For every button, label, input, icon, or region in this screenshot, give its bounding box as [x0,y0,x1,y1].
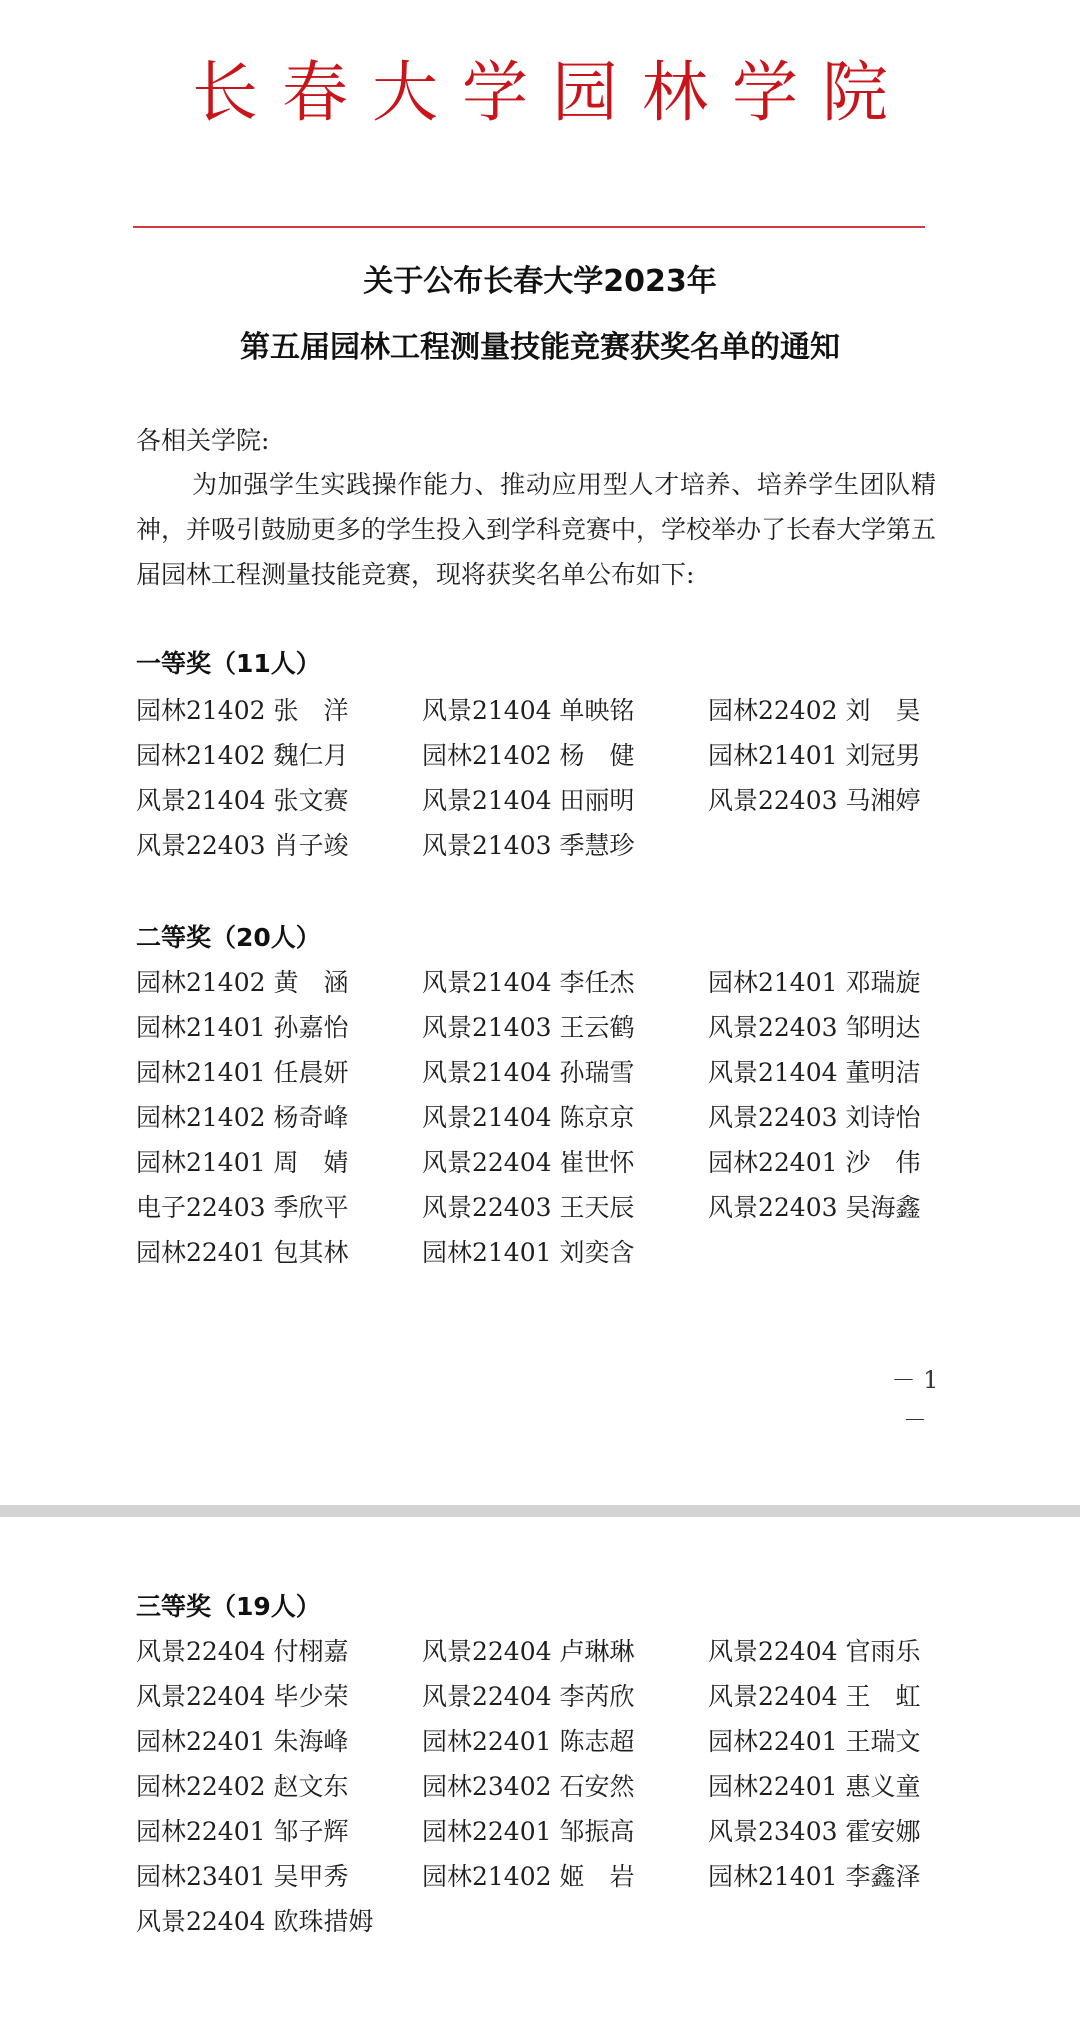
page-number: － 1 － [891,1366,939,1434]
winner-entry: 园林21402 魏仁月 [136,741,349,770]
winner-entry: 风景21403 季慧珍 [422,831,635,860]
winner-entry: 园林21402 杨 健 [422,741,635,770]
second-prize-heading: 二等奖（20人） [136,923,321,952]
winner-entry: 园林21402 姬 岩 [422,1862,635,1891]
winner-entry: 电子22403 季欣平 [136,1193,349,1222]
letterhead: 长春大学园林学院 [192,54,912,131]
winner-entry: 园林21401 孙嘉怡 [136,1013,349,1042]
winner-entry: 风景22404 欧珠措姆 [136,1907,374,1936]
winner-entry: 园林23401 吴甲秀 [136,1862,349,1891]
winner-entry: 风景22404 官雨乐 [708,1637,921,1666]
winner-entry: 园林22401 包其林 [136,1238,349,1267]
winner-entry: 园林21401 周 婧 [136,1148,349,1177]
document-page-2 [0,1517,1080,2041]
first-prize-list [136,688,996,868]
winner-entry: 园林22402 刘 昊 [708,696,921,725]
winner-entry: 风景22403 邹明达 [708,1013,921,1042]
winner-entry: 园林21401 刘冠男 [708,741,921,770]
winner-entry: 风景21404 孙瑞雪 [422,1058,635,1087]
winner-entry: 园林22401 沙 伟 [708,1148,921,1177]
winner-entry: 风景22404 李芮欣 [422,1682,635,1711]
winner-entry: 风景22403 刘诗怡 [708,1103,921,1132]
winner-entry: 风景22403 吴海鑫 [708,1193,921,1222]
winner-entry: 园林22401 王瑞文 [708,1727,921,1756]
winner-entry: 风景22404 毕少荣 [136,1682,349,1711]
first-prize-heading: 一等奖（11人） [136,649,321,678]
winner-entry: 园林21401 刘奕含 [422,1238,635,1267]
winner-entry: 风景21403 王云鹤 [422,1013,635,1042]
notice-paragraph: 为加强学生实践操作能力、推动应用型人才培养、培养学生团队精神，并吸引鼓励更多的学生投入到学科竞赛中，学校举办了长春大学第五届园林工程测量技能竞赛，现将获奖名单公布如下: [136,470,937,589]
winner-entry: 园林21402 张 洋 [136,696,349,725]
winner-entry: 风景21404 董明洁 [708,1058,921,1087]
winner-entry: 园林22401 陈志超 [422,1727,635,1756]
winner-entry: 园林21402 杨奇峰 [136,1103,349,1132]
winner-entry: 风景22404 王 虹 [708,1682,921,1711]
winner-entry: 风景22403 肖子竣 [136,831,349,860]
notice-title-line-2: 第五届园林工程测量技能竞赛获奖名单的通知 [240,330,840,365]
letterhead-rule [133,226,925,228]
winner-entry: 风景22403 马湘婷 [708,786,921,815]
winner-entry: 风景22403 王天辰 [422,1193,635,1222]
third-prize-heading: 三等奖（19人） [136,1592,321,1621]
winner-entry: 园林22401 朱海峰 [136,1727,349,1756]
winner-entry: 风景21404 张文赛 [136,786,349,815]
winner-entry: 风景23403 霍安娜 [708,1817,921,1846]
salutation: 各相关学院: [136,426,270,455]
winner-entry: 园林21401 邓瑞旋 [708,968,921,997]
winner-entry: 园林22401 邹子辉 [136,1817,349,1846]
winner-entry: 园林23402 石安然 [422,1772,635,1801]
page-separator [0,1505,1080,1517]
winner-entry: 园林22401 惠义童 [708,1772,921,1801]
winner-entry: 园林21401 李鑫泽 [708,1862,921,1891]
winner-entry: 风景22404 崔世怀 [422,1148,635,1177]
winner-entry: 风景21404 田丽明 [422,786,635,815]
notice-title-line-1: 关于公布长春大学2023年 [363,264,717,299]
second-prize-list [136,960,996,1275]
winner-entry: 风景22404 卢琳琳 [422,1637,635,1666]
winner-entry: 园林22401 邹振高 [422,1817,635,1846]
winner-entry: 园林22402 赵文东 [136,1772,349,1801]
winner-entry: 风景21404 李任杰 [422,968,635,997]
third-prize-list [136,1629,996,1944]
winner-entry: 风景22404 付栩嘉 [136,1637,349,1666]
winner-entry: 风景21404 陈京京 [422,1103,635,1132]
winner-entry: 园林21402 黄 涵 [136,968,349,997]
winner-entry: 风景21404 单映铭 [422,696,635,725]
winner-entry: 园林21401 任晨妍 [136,1058,349,1087]
